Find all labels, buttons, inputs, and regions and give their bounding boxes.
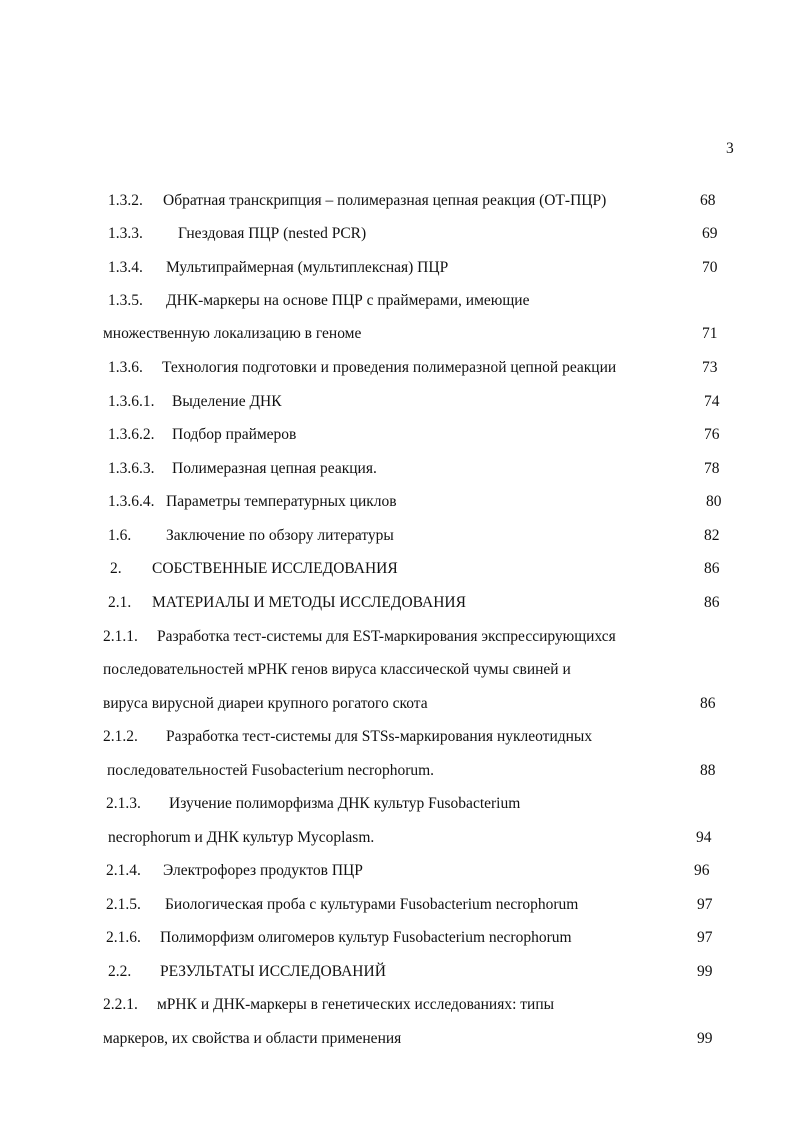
toc-title: Обратная транскрипция – полимеразная цепная реакция (ОТ-ПЦР) — [163, 192, 607, 209]
toc-number: 1.3.2. — [108, 192, 143, 209]
toc-number: 1.3.6.4. — [108, 493, 155, 510]
toc-page: 69 — [702, 225, 718, 242]
toc-title: Разработка тест-системы для EST-маркирования экспрессирующихся — [157, 628, 616, 645]
toc-number: 1.3.6.3. — [108, 460, 155, 477]
toc-page: 86 — [700, 695, 716, 712]
toc-title-cont: necrophorum и ДНК культур Mycoplasm. — [108, 829, 375, 846]
toc-page: 97 — [697, 896, 713, 913]
toc-page: 71 — [702, 325, 718, 342]
toc-number: 1.3.6.1. — [108, 393, 155, 410]
toc-page: 86 — [704, 594, 720, 611]
toc-page: 68 — [700, 192, 716, 209]
toc-page: 70 — [702, 259, 718, 276]
toc-page: 96 — [694, 862, 710, 879]
toc-title: Подбор праймеров — [172, 426, 297, 443]
toc-page: 76 — [704, 426, 720, 443]
toc-number: 2.1. — [108, 594, 132, 611]
toc-number: 2.1.1. — [103, 628, 138, 645]
toc-page: 94 — [696, 829, 712, 846]
toc-title: Изучение полиморфизма ДНК культур Fusobacterium — [169, 795, 521, 812]
toc-page: 74 — [704, 393, 720, 410]
toc-page: 82 — [704, 527, 720, 544]
toc-number: 2.1.6. — [106, 929, 141, 946]
toc-page: 99 — [697, 1030, 713, 1047]
toc-number: 2.1.5. — [106, 896, 141, 913]
toc-page: 86 — [704, 560, 720, 577]
toc-title-cont: маркеров, их свойства и области применения — [103, 1030, 402, 1047]
toc-title-cont: вируса вирусной диареи крупного рогатого скота — [103, 695, 428, 712]
toc-title: Электрофорез продуктов ПЦР — [163, 862, 363, 879]
toc-number: 1.3.4. — [108, 259, 143, 276]
toc-title: СОБСТВЕННЫЕ ИССЛЕДОВАНИЯ — [152, 560, 398, 577]
toc-number: 1.3.5. — [108, 292, 143, 309]
toc-title: РЕЗУЛЬТАТЫ ИССЛЕДОВАНИЙ — [160, 963, 386, 980]
toc-title-cont: множественную локализацию в геноме — [103, 325, 362, 342]
toc-title: Технология подготовки и проведения полимеразной цепной реакции — [162, 359, 617, 376]
toc-page: 88 — [700, 762, 716, 779]
toc-number: 1.3.6.2. — [108, 426, 155, 443]
toc-title: Выделение ДНК — [172, 393, 282, 410]
toc-title-cont: последовательностей Fusobacterium necrophorum. — [107, 762, 435, 779]
toc-page: 80 — [706, 493, 722, 510]
toc-title: Параметры температурных циклов — [166, 493, 397, 510]
toc-title: МАТЕРИАЛЫ И МЕТОДЫ ИССЛЕДОВАНИЯ — [152, 594, 466, 611]
toc-number: 2.2.1. — [103, 996, 138, 1013]
toc-number: 1.3.6. — [108, 359, 143, 376]
toc-title-cont: последовательностей мРНК генов вируса классической чумы свиней и — [103, 661, 571, 678]
toc-title: ДНК-маркеры на основе ПЦР с праймерами, имеющие — [166, 292, 530, 309]
page-number: 3 — [726, 140, 734, 157]
toc-title: Разработка тест-системы для STSs-маркирования нуклеотидных — [166, 728, 593, 745]
toc-number: 2. — [110, 560, 122, 577]
toc-page: 97 — [697, 929, 713, 946]
toc-title: Полимеразная цепная реакция. — [172, 460, 377, 477]
toc-number: 2.1.4. — [106, 862, 141, 879]
toc-number: 2.1.3. — [106, 795, 141, 812]
toc-page: 73 — [702, 359, 718, 376]
toc-number: 1.6. — [108, 527, 132, 544]
toc-number: 2.2. — [108, 963, 132, 980]
toc-title: Заключение по обзору литературы — [166, 527, 394, 544]
toc-number: 1.3.3. — [108, 225, 143, 242]
toc-title: мРНК и ДНК-маркеры в генетических исследованиях: типы — [157, 996, 555, 1013]
toc-title: Биологическая проба с культурами Fusobacterium necrophorum — [165, 896, 579, 913]
toc-title: Полиморфизм олигомеров культур Fusobacterium necrophorum — [160, 929, 572, 946]
toc-number: 2.1.2. — [103, 728, 138, 745]
toc-title: Мультипраймерная (мультиплексная) ПЦР — [166, 259, 449, 276]
toc-page: 99 — [697, 963, 713, 980]
toc-page: 78 — [704, 460, 720, 477]
toc-title: Гнездовая ПЦР (nested PCR) — [178, 225, 367, 242]
